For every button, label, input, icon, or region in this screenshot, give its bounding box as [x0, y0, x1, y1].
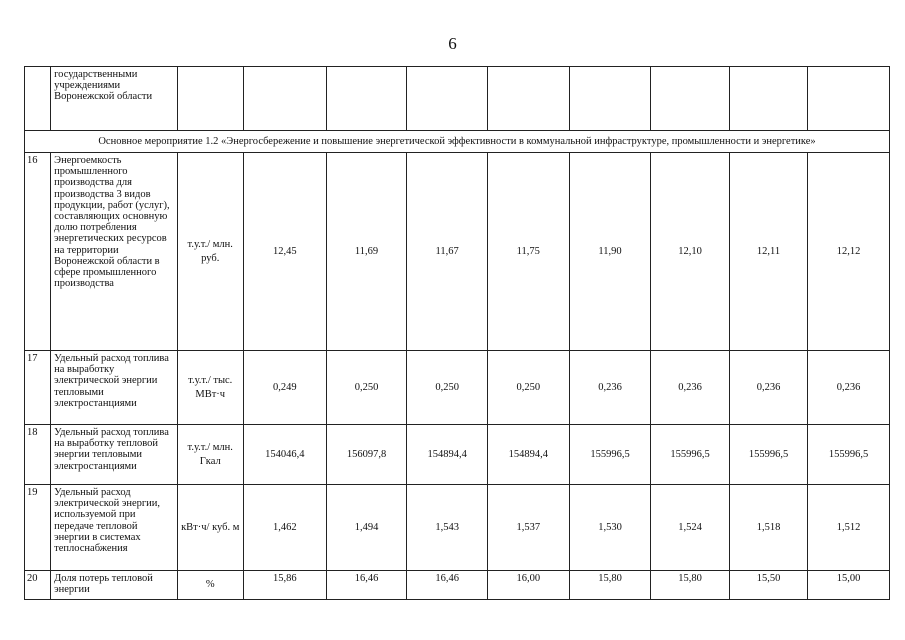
row-number-cell: 17: [25, 351, 51, 425]
section-row: [25, 131, 890, 153]
value-cell: 154894,4: [407, 425, 488, 485]
empty-cell: [729, 67, 807, 131]
empty-cell: [326, 67, 407, 131]
value-cell: 11,90: [569, 153, 651, 351]
table-row: [25, 571, 890, 600]
row-number-cell: 16: [25, 153, 51, 351]
value-cell: 1,494: [326, 485, 407, 571]
row-number-cell: [25, 67, 51, 131]
unit-cell: т.у.т./ млн. руб.: [177, 153, 243, 351]
empty-cell: [177, 67, 243, 131]
section-title: Основное мероприятие 1.2 «Энергосбережение и повышение энергетической эффективности в коммунальной инфраструктуре, промышленности и энергетике»: [25, 131, 890, 153]
row-number-cell: 18: [25, 425, 51, 485]
empty-cell: [407, 67, 488, 131]
value-cell: 1,462: [243, 485, 326, 571]
empty-cell: [808, 67, 890, 131]
unit-cell: %: [177, 571, 243, 600]
table-row: [25, 67, 890, 131]
value-cell: 155996,5: [651, 425, 729, 485]
value-cell: 155996,5: [808, 425, 890, 485]
table-row: [25, 351, 890, 425]
indicator-name-cell: Удельный расход электрической энергии, используемой при передаче тепловой энергии в системах теплоснабжения: [51, 485, 177, 571]
table-row: [25, 425, 890, 485]
value-cell: 0,250: [326, 351, 407, 425]
value-cell: 15,50: [729, 571, 807, 600]
table-row: [25, 153, 890, 351]
value-cell: 11,67: [407, 153, 488, 351]
value-cell: 1,543: [407, 485, 488, 571]
value-cell: 11,69: [326, 153, 407, 351]
empty-cell: [569, 67, 651, 131]
value-cell: 1,518: [729, 485, 807, 571]
value-cell: 1,512: [808, 485, 890, 571]
table-row: [25, 485, 890, 571]
empty-cell: [243, 67, 326, 131]
value-cell: 154046,4: [243, 425, 326, 485]
indicator-name-cell: Энергоемкость промышленного производства для производства 3 видов продукции, работ (услуг), составляющих основную долю потребления энергетических ресурсов на территории Воронежской области в сфере промышленного производства: [51, 153, 177, 351]
value-cell: 0,250: [487, 351, 569, 425]
value-cell: 15,86: [243, 571, 326, 600]
row-number-cell: 19: [25, 485, 51, 571]
page-number: 6: [448, 34, 457, 53]
value-cell: 12,45: [243, 153, 326, 351]
value-cell: 15,80: [651, 571, 729, 600]
indicator-name-cell: государственными учреждениями Воронежской области: [51, 67, 177, 131]
row-number-cell: 20: [25, 571, 51, 600]
value-cell: 12,12: [808, 153, 890, 351]
value-cell: 15,00: [808, 571, 890, 600]
empty-cell: [651, 67, 729, 131]
value-cell: 15,80: [569, 571, 651, 600]
value-cell: 11,75: [487, 153, 569, 351]
value-cell: 12,11: [729, 153, 807, 351]
indicator-name-cell: Доля потерь тепловой энергии: [51, 571, 177, 600]
value-cell: 154894,4: [487, 425, 569, 485]
value-cell: 156097,8: [326, 425, 407, 485]
value-cell: 0,250: [407, 351, 488, 425]
value-cell: 0,236: [808, 351, 890, 425]
value-cell: 16,46: [326, 571, 407, 600]
indicators-table: [24, 66, 890, 600]
value-cell: 1,530: [569, 485, 651, 571]
value-cell: 155996,5: [729, 425, 807, 485]
value-cell: 0,236: [569, 351, 651, 425]
indicator-name-cell: Удельный расход топлива на выработку тепловой энергии тепловыми электростанциями: [51, 425, 177, 485]
value-cell: 16,00: [487, 571, 569, 600]
value-cell: 155996,5: [569, 425, 651, 485]
value-cell: 1,524: [651, 485, 729, 571]
value-cell: 0,249: [243, 351, 326, 425]
value-cell: 16,46: [407, 571, 488, 600]
value-cell: 0,236: [729, 351, 807, 425]
value-cell: 12,10: [651, 153, 729, 351]
empty-cell: [487, 67, 569, 131]
value-cell: 1,537: [487, 485, 569, 571]
unit-cell: т.у.т./ тыс. МВт·ч: [177, 351, 243, 425]
indicator-name-cell: Удельный расход топлива на выработку электрической энергии тепловыми электростанциями: [51, 351, 177, 425]
value-cell: 0,236: [651, 351, 729, 425]
unit-cell: кВт·ч/ куб. м: [177, 485, 243, 571]
unit-cell: т.у.т./ млн. Гкал: [177, 425, 243, 485]
